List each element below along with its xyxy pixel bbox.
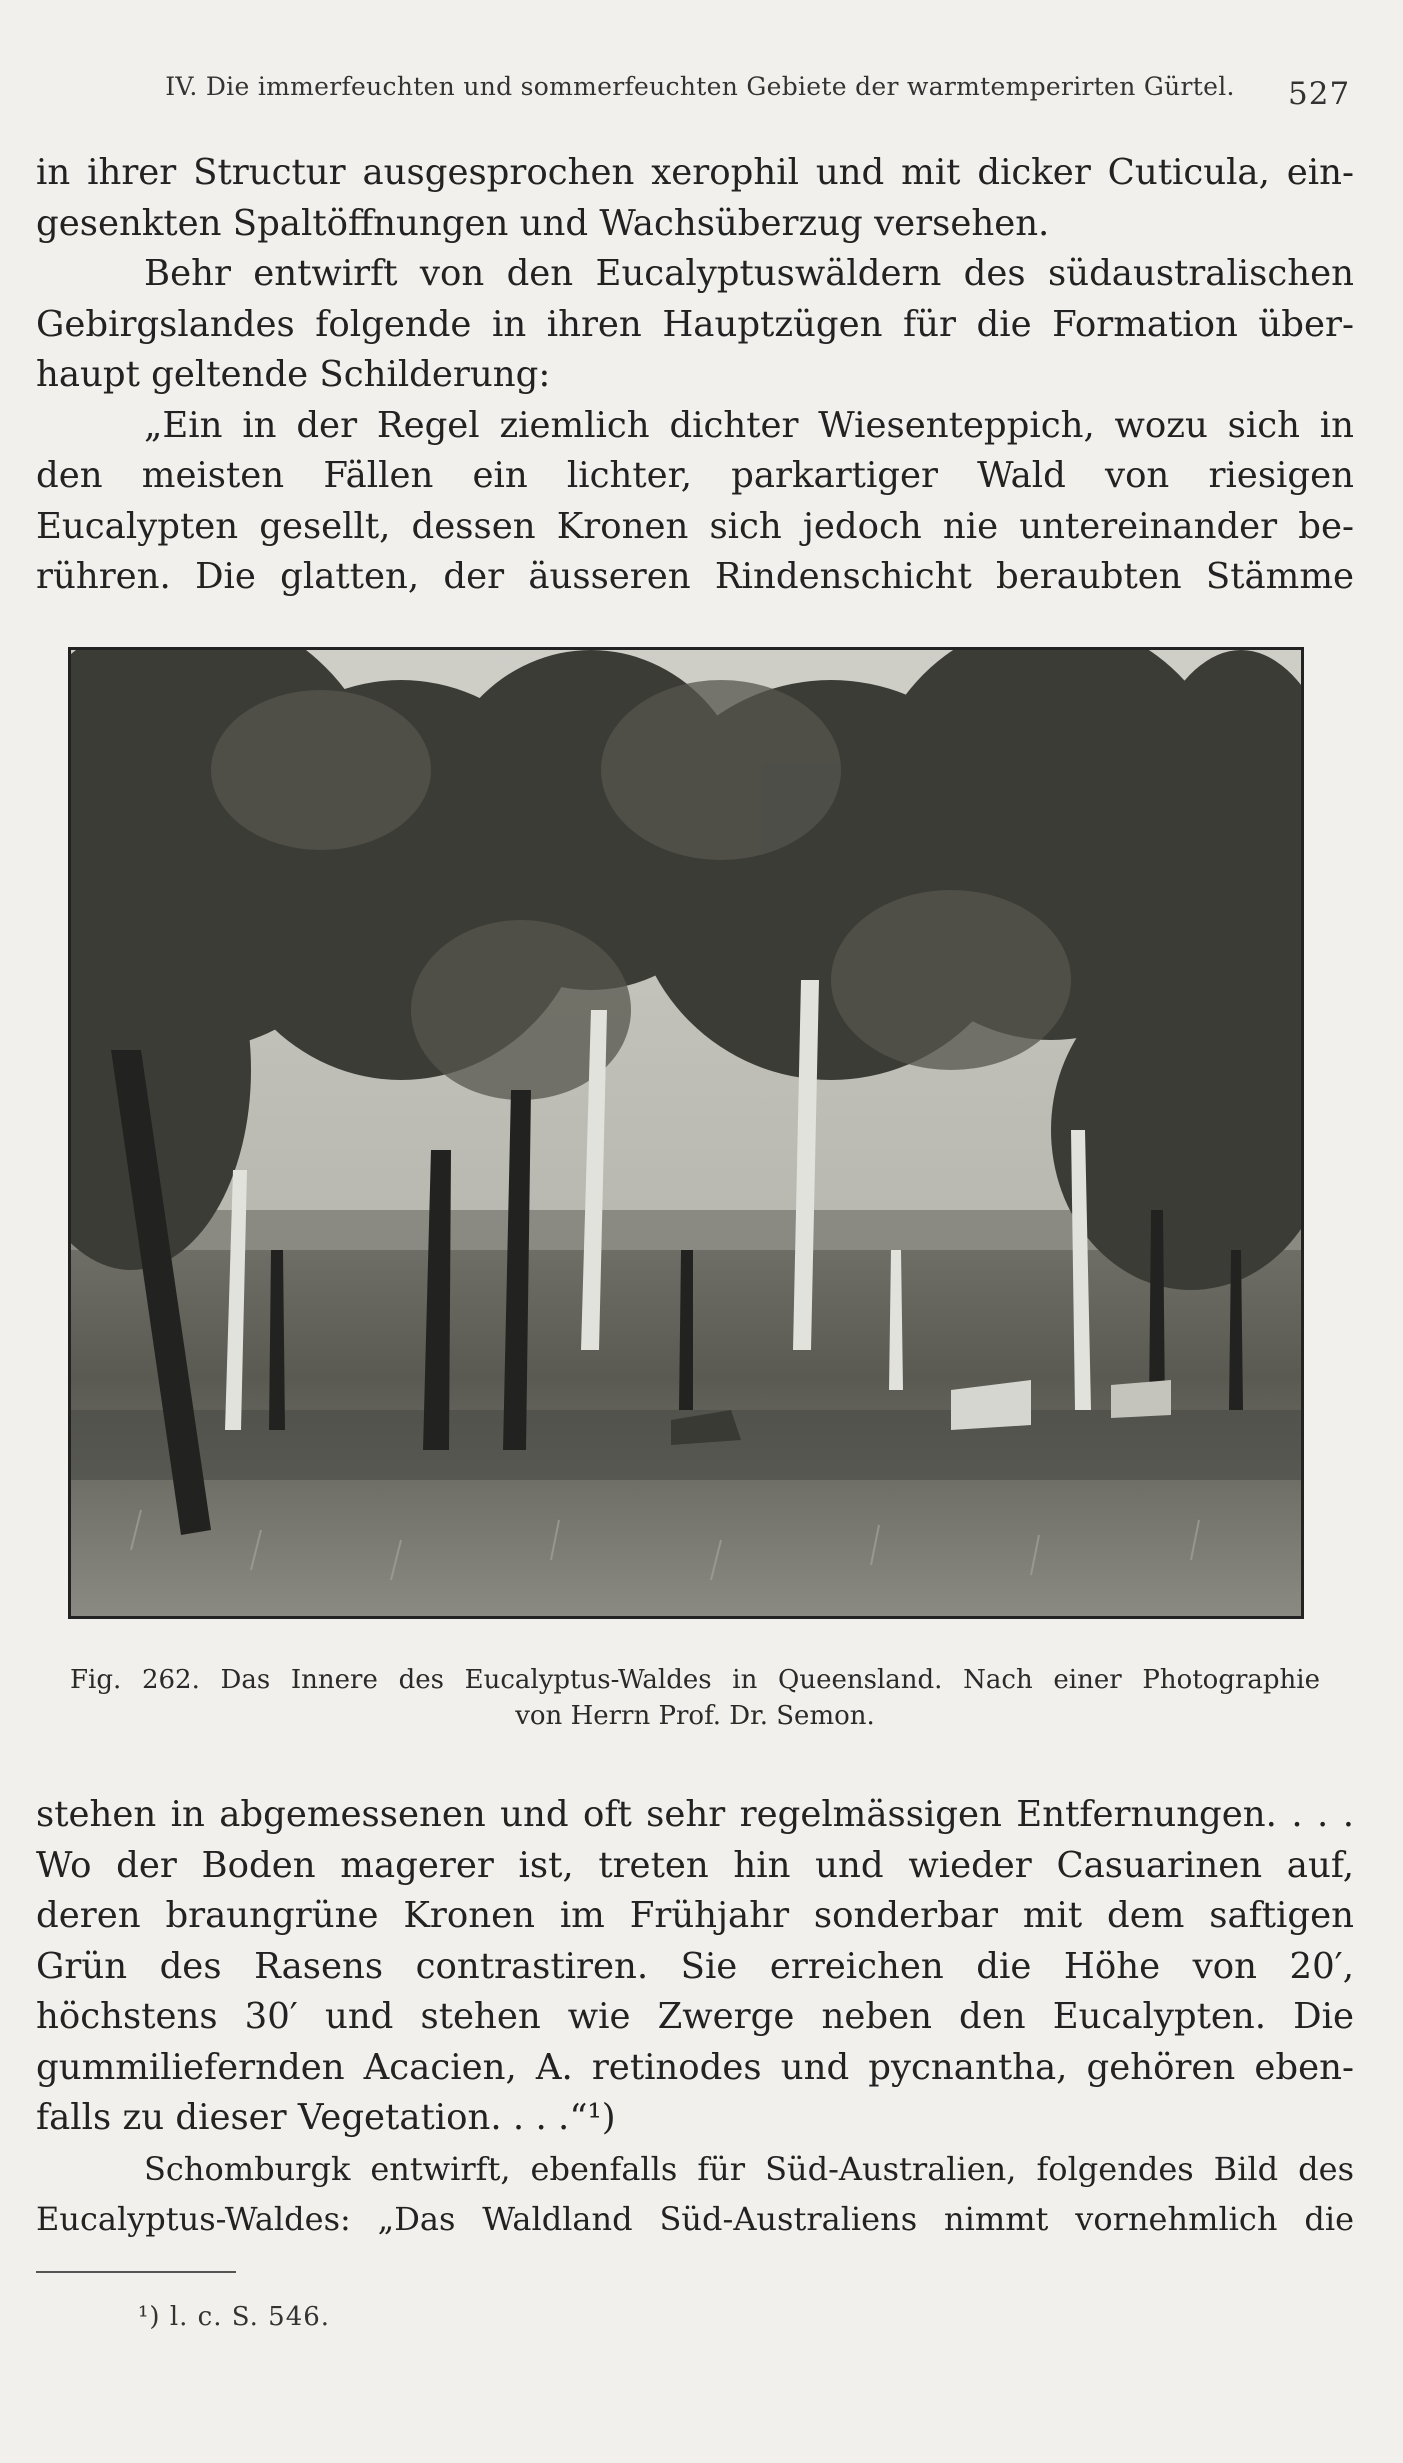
text-line: deren braungrüne Kronen im Frühjahr sonderbar mit dem saftigen — [36, 1895, 1354, 1936]
eucalyptus-forest-illustration — [71, 650, 1301, 1616]
text-line: „Ein in der Regel ziemlich dichter Wiesenteppich, wozu sich in — [144, 404, 1354, 446]
paragraph — [36, 2144, 1354, 2245]
text-line: Gebirgslandes folgende in ihren Hauptzügen für die Formation über- — [36, 303, 1354, 345]
text-line: Schomburgk entwirft, ebenfalls für Süd-Australien, folgendes Bild des — [144, 2149, 1354, 2188]
figure-photograph — [68, 647, 1304, 1619]
figure-caption — [70, 1662, 1320, 1734]
page-number: 527 — [1288, 76, 1351, 112]
text-line: Behr entwirft von den Eucalyptuswäldern des südaustralischen — [144, 253, 1354, 294]
paragraph — [36, 401, 1354, 603]
caption-line: von Herrn Prof. Dr. Semon. — [515, 1701, 875, 1731]
text-line: haupt geltende Schilderung: — [36, 354, 551, 395]
text-line: den meisten Fällen ein lichter, parkartiger Wald von riesigen — [36, 455, 1354, 496]
text-line: höchstens 30′ und stehen wie Zwerge neben den Eucalypten. Die — [36, 1996, 1354, 2037]
text-line: rühren. Die glatten, der äusseren Rindenschicht beraubten Stämme — [36, 556, 1354, 597]
text-line: Eucalypten gesellt, dessen Kronen sich jedoch nie untereinander be- — [36, 505, 1354, 547]
text-line: Wo der Boden magerer ist, treten hin und wieder Casuarinen auf, — [36, 1844, 1354, 1886]
paragraph — [36, 249, 1354, 401]
paragraph — [36, 1790, 1354, 2144]
text-line: Eucalyptus-Waldes: „Das Waldland Süd-Australiens nimmt vornehmlich die — [36, 2200, 1354, 2238]
caption-line: Fig. 262. Das Innere des Eucalyptus-Waldes in Queensland. Nach einer Photographie — [70, 1665, 1320, 1695]
footnote-rule — [36, 2271, 236, 2273]
text-line: gesenkten Spaltöffnungen und Wachsüberzug versehen. — [36, 202, 1050, 244]
running-header: IV. Die immerfeuchten und sommerfeuchten Gebiete der warmtemperirten Gürtel. — [165, 72, 1235, 101]
text-line: in ihrer Structur ausgesprochen xerophil und mit dicker Cuticula, ein- — [36, 152, 1354, 193]
text-line: falls zu dieser Vegetation. . . .“¹) — [36, 2097, 616, 2138]
text-line: gummiliefernden Acacien, A. retinodes und pycnantha, gehören eben- — [36, 2046, 1354, 2088]
footnote: ¹) l. c. S. 546. — [138, 2302, 331, 2332]
paragraph — [36, 148, 1354, 249]
text-line: Grün des Rasens contrastiren. Sie erreichen die Höhe von 20′, — [36, 1945, 1354, 1987]
body-text-top — [36, 148, 1354, 603]
body-text-bottom — [36, 1790, 1354, 2245]
text-line: stehen in abgemessenen und oft sehr regelmässigen Entfernungen. . . . — [36, 1794, 1354, 1835]
